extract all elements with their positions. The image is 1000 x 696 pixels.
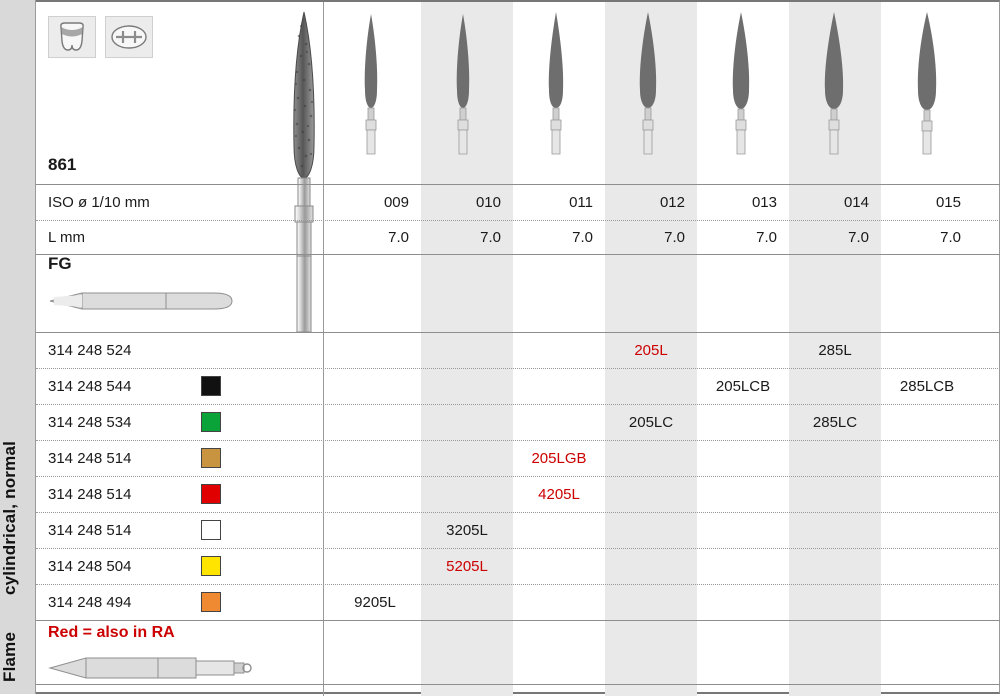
tooth-indication-icons bbox=[48, 16, 153, 58]
order-code-4-2: 4205L bbox=[538, 486, 580, 503]
instrument-drawing-012 bbox=[626, 7, 670, 163]
order-code-2-5: 285LC bbox=[812, 414, 858, 431]
table-frame bbox=[36, 0, 1000, 694]
side-label-shape: Flame bbox=[0, 631, 19, 683]
order-code-2-6 bbox=[881, 405, 973, 440]
iso-value-4: 013 bbox=[751, 194, 777, 211]
rule-below-orders bbox=[36, 620, 1000, 621]
order-code-5-0 bbox=[329, 513, 421, 548]
order-code-4-3 bbox=[605, 477, 697, 512]
tooth-occlusal-icon bbox=[105, 16, 153, 58]
instrument-drawing-015 bbox=[902, 7, 952, 163]
table-row bbox=[36, 585, 1000, 620]
iso-value-1: 010 bbox=[475, 194, 501, 211]
order-ref: 314 248 514 bbox=[48, 522, 132, 539]
order-ref: 314 248 544 bbox=[48, 378, 132, 395]
color-swatch-green bbox=[201, 412, 221, 432]
order-code-6-5 bbox=[789, 549, 881, 584]
order-code-4-5 bbox=[789, 477, 881, 512]
illustration-strip bbox=[36, 2, 1000, 182]
length-value-4: 7.0 bbox=[756, 229, 777, 246]
order-code-7-6 bbox=[881, 585, 973, 620]
iso-label: ISO ø 1/10 mm bbox=[48, 194, 150, 211]
order-code-7-1 bbox=[421, 585, 513, 620]
order-ref: 314 248 514 bbox=[48, 450, 132, 467]
order-code-1-0 bbox=[329, 369, 421, 404]
order-code-0-2 bbox=[513, 333, 605, 368]
shank-drawing-ra bbox=[46, 652, 256, 688]
order-code-7-3 bbox=[605, 585, 697, 620]
instrument-drawing-009 bbox=[351, 8, 391, 162]
length-value-2: 7.0 bbox=[572, 229, 593, 246]
order-code-7-0: 9205L bbox=[354, 594, 396, 611]
order-code-5-5 bbox=[789, 513, 881, 548]
order-code-6-4 bbox=[697, 549, 789, 584]
order-code-0-6 bbox=[881, 333, 973, 368]
order-code-0-3: 205L bbox=[634, 342, 668, 359]
order-code-0-5: 285L bbox=[818, 342, 852, 359]
order-code-7-4 bbox=[697, 585, 789, 620]
order-code-2-4 bbox=[697, 405, 789, 440]
color-swatch-red bbox=[201, 484, 221, 504]
table-row bbox=[36, 513, 1000, 548]
order-code-6-1: 5205L bbox=[446, 558, 488, 575]
order-code-5-4 bbox=[697, 513, 789, 548]
order-code-7-2 bbox=[513, 585, 605, 620]
order-code-3-2: 205LGB bbox=[531, 450, 587, 467]
order-code-4-6 bbox=[881, 477, 973, 512]
color-swatch-black bbox=[201, 376, 221, 396]
figure-code: 861 bbox=[48, 155, 77, 174]
order-code-6-3 bbox=[605, 549, 697, 584]
order-code-6-6 bbox=[881, 549, 973, 584]
length-value-0: 7.0 bbox=[388, 229, 409, 246]
iso-value-3: 012 bbox=[659, 194, 685, 211]
row-length bbox=[36, 221, 1000, 254]
order-code-7-5 bbox=[789, 585, 881, 620]
color-swatch-orange bbox=[201, 592, 221, 612]
table-row bbox=[36, 369, 1000, 404]
row-iso-diameter bbox=[36, 185, 1000, 220]
order-code-6-0 bbox=[329, 549, 421, 584]
order-ref: 314 248 534 bbox=[48, 414, 132, 431]
instrument-drawing-011 bbox=[535, 7, 577, 163]
order-code-5-3 bbox=[605, 513, 697, 548]
instrument-drawing-014 bbox=[810, 7, 858, 163]
order-ref: 314 248 504 bbox=[48, 558, 132, 575]
instrument-drawing-013 bbox=[718, 7, 764, 163]
table-row bbox=[36, 549, 1000, 584]
order-code-5-2 bbox=[513, 513, 605, 548]
order-code-1-1 bbox=[421, 369, 513, 404]
order-code-5-6 bbox=[881, 513, 973, 548]
table-row bbox=[36, 333, 1000, 368]
order-code-0-4 bbox=[697, 333, 789, 368]
side-label-group: cylindrical, normal bbox=[0, 440, 19, 595]
rule-below-length bbox=[36, 254, 1000, 255]
order-code-4-1 bbox=[421, 477, 513, 512]
order-code-1-3 bbox=[605, 369, 697, 404]
length-label: L mm bbox=[48, 229, 85, 246]
order-code-1-2 bbox=[513, 369, 605, 404]
order-code-0-1 bbox=[421, 333, 513, 368]
order-code-3-3 bbox=[605, 441, 697, 476]
color-swatch-white bbox=[201, 520, 221, 540]
side-label-column bbox=[0, 0, 36, 694]
iso-value-6: 015 bbox=[935, 194, 961, 211]
color-swatch-yellow bbox=[201, 556, 221, 576]
order-code-3-1 bbox=[421, 441, 513, 476]
length-value-6: 7.0 bbox=[940, 229, 961, 246]
order-ref: 314 248 524 bbox=[48, 342, 132, 359]
order-ref: 314 248 514 bbox=[48, 486, 132, 503]
order-code-1-4: 205LCB bbox=[715, 378, 771, 395]
order-code-6-2 bbox=[513, 549, 605, 584]
order-code-4-4 bbox=[697, 477, 789, 512]
length-value-5: 7.0 bbox=[848, 229, 869, 246]
length-value-3: 7.0 bbox=[664, 229, 685, 246]
instrument-drawing-010 bbox=[443, 8, 483, 162]
table-row bbox=[36, 441, 1000, 476]
footnote-red: Red = also in RA bbox=[48, 624, 175, 641]
color-swatch-tan bbox=[201, 448, 221, 468]
iso-value-5: 014 bbox=[843, 194, 869, 211]
order-ref: 314 248 494 bbox=[48, 594, 132, 611]
tooth-crown-icon bbox=[48, 16, 96, 58]
order-code-3-0 bbox=[329, 441, 421, 476]
order-code-2-0 bbox=[329, 405, 421, 440]
table-row bbox=[36, 405, 1000, 440]
table-row bbox=[36, 477, 1000, 512]
length-value-1: 7.0 bbox=[480, 229, 501, 246]
order-code-2-1 bbox=[421, 405, 513, 440]
order-code-2-2 bbox=[513, 405, 605, 440]
order-code-4-0 bbox=[329, 477, 421, 512]
order-code-0-0 bbox=[329, 333, 421, 368]
shank-type-label: FG bbox=[48, 254, 72, 273]
shank-drawing-fg bbox=[46, 286, 236, 320]
iso-value-0: 009 bbox=[383, 194, 409, 211]
order-code-3-6 bbox=[881, 441, 973, 476]
order-code-1-6: 285LCB bbox=[899, 378, 955, 395]
order-code-3-5 bbox=[789, 441, 881, 476]
order-code-3-4 bbox=[697, 441, 789, 476]
instrument-drawing-large bbox=[281, 6, 321, 336]
order-code-1-5 bbox=[789, 369, 881, 404]
order-code-5-1: 3205L bbox=[446, 522, 488, 539]
order-code-2-3: 205LC bbox=[628, 414, 674, 431]
iso-value-2: 011 bbox=[569, 194, 593, 211]
